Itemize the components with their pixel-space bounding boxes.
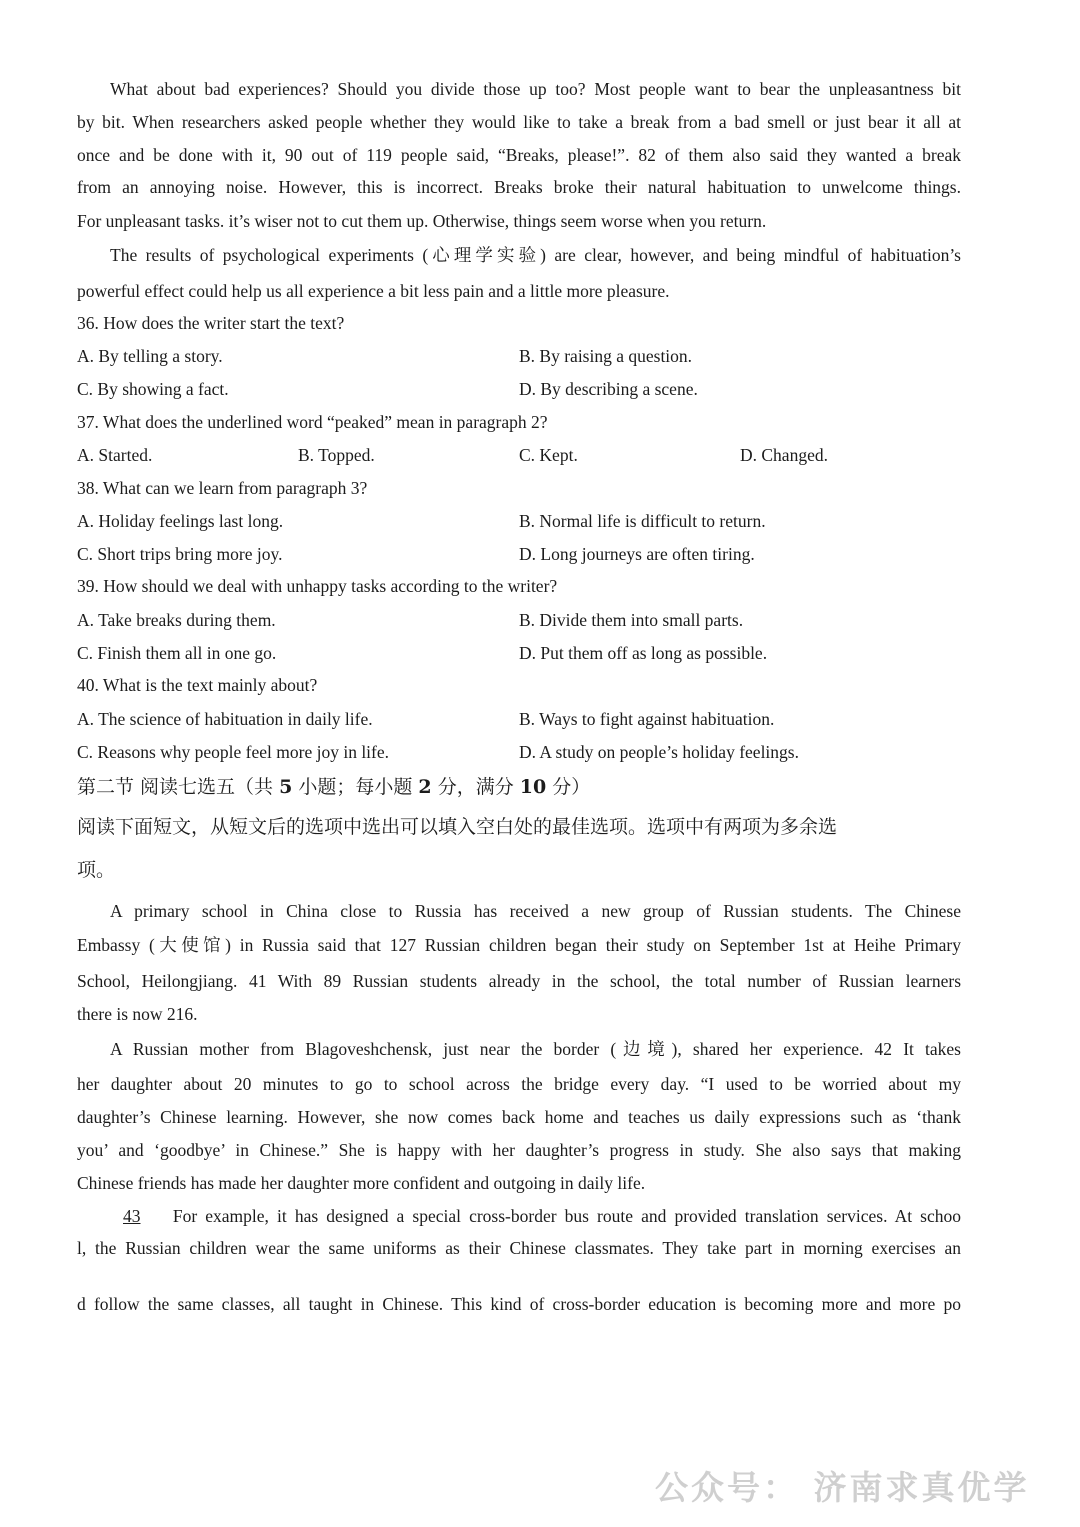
section2-heading-text: 第二节 阅读七选五（共 xyxy=(77,776,280,798)
passage2-line: A Russian mother from Blagoveshchensk, just near the border (边境), shared her experience. 42 It takes xyxy=(110,1039,961,1059)
section2-points-each: 2 xyxy=(418,776,432,798)
passage2-line: l, the Russian children wear the same uniforms as their Chinese classmates. They take part in morning exercises an xyxy=(77,1238,961,1258)
section2-question-count: 5 xyxy=(279,776,293,798)
passage1-line: For unpleasant tasks. it’s wiser not to cut them up. Otherwise, things seem worse when you return. xyxy=(77,211,767,231)
question-stem-38: 38. What can we learn from paragraph 3? xyxy=(77,478,368,498)
option-36-d: D. By describing a scene. xyxy=(519,379,698,399)
passage2-text: For example, it has designed a special cross-border bus route and provided translation services. At schoo xyxy=(172,1206,961,1226)
option-36-a: A. By telling a story. xyxy=(77,346,223,366)
passage2-line: d follow the same classes, all taught in Chinese. This kind of cross-border education is becoming more and more po xyxy=(77,1294,961,1314)
option-38-c: C. Short trips bring more joy. xyxy=(77,544,283,564)
option-37-a: A. Started. xyxy=(77,445,153,465)
passage2-line: Embassy (大使馆) in Russia said that 127 Russian children began their study on September 1st at Heihe Primary xyxy=(77,935,961,955)
option-38-b: B. Normal life is difficult to return. xyxy=(519,511,766,531)
section2-instruction: 项。 xyxy=(77,859,116,881)
blank-43: 43 xyxy=(123,1206,141,1226)
question-stem-37: 37. What does the underlined word “peaked” mean in paragraph 2? xyxy=(77,412,548,432)
question-stem-39: 39. How should we deal with unhappy tasks according to the writer? xyxy=(77,576,558,596)
passage2-line: Chinese friends has made her daughter more confident and outgoing in daily life. xyxy=(77,1173,646,1193)
section2-instruction: 阅读下面短文，从短文后的选项中选出可以填入空白处的最佳选项。选项中有两项为多余选 xyxy=(77,816,838,838)
passage2-line: you’ and ‘goodbye’ in Chinese.” She is happy with her daughter’s progress in study. She also says that making xyxy=(77,1140,961,1160)
option-40-b: B. Ways to fight against habituation. xyxy=(519,709,775,729)
option-36-c: C. By showing a fact. xyxy=(77,379,229,399)
section2-heading xyxy=(77,774,590,800)
section2-heading-text: 分） xyxy=(546,776,591,798)
option-36-b: B. By raising a question. xyxy=(519,346,693,366)
section2-heading-text: 小题；每小题 xyxy=(292,776,419,798)
section2-heading-text: 分，满分 xyxy=(431,776,520,798)
passage1-line: powerful effect could help us all experience a bit less pain and a little more pleasure. xyxy=(77,281,670,301)
passage2-line xyxy=(123,1205,961,1227)
option-40-d: D. A study on people’s holiday feelings. xyxy=(519,742,799,762)
option-40-a: A. The science of habituation in daily life. xyxy=(77,709,373,729)
option-37-d: D. Changed. xyxy=(740,445,828,465)
passage2-line: School, Heilongjiang. 41 With 89 Russian students already in the school, the total number of Russian learners xyxy=(77,971,961,991)
option-39-b: B. Divide them into small parts. xyxy=(519,610,744,630)
passage2-line: daughter’s Chinese learning. However, she now comes back home and teaches us daily expressions such as ‘thank xyxy=(77,1107,961,1127)
passage2-line: there is now 216. xyxy=(77,1004,198,1024)
option-40-c: C. Reasons why people feel more joy in life. xyxy=(77,742,390,762)
wechat-account-watermark: 公众号： 济南求真优学 xyxy=(655,1468,1030,1507)
option-39-a: A. Take breaks during them. xyxy=(77,610,276,630)
passage1-line: What about bad experiences? Should you divide those up too? Most people want to bear the unpleasantness bit xyxy=(110,79,961,99)
option-37-c: C. Kept. xyxy=(519,445,578,465)
section2-points-total: 10 xyxy=(519,776,547,798)
passage1-line: The results of psychological experiments (心理学实验) are clear, however, and being mindful of habituation’s xyxy=(110,245,961,265)
passage1-line: from an annoying noise. However, this is incorrect. Breaks broke their natural habituation to unwelcome things. xyxy=(77,177,961,197)
passage2-line: her daughter about 20 minutes to go to school across the bridge every day. “I used to be worried about my xyxy=(77,1074,961,1094)
passage2-line: A primary school in China close to Russia has received a new group of Russian students. The Chinese xyxy=(110,901,961,921)
option-37-b: B. Topped. xyxy=(298,445,375,465)
option-38-d: D. Long journeys are often tiring. xyxy=(519,544,755,564)
option-38-a: A. Holiday feelings last long. xyxy=(77,511,284,531)
question-stem-40: 40. What is the text mainly about? xyxy=(77,675,318,695)
question-stem-36: 36. How does the writer start the text? xyxy=(77,313,345,333)
passage1-line: by bit. When researchers asked people whether they would like to take a break from a bad smell or just bear it all at xyxy=(77,112,961,132)
passage1-line: once and be done with it, 90 out of 119 people said, “Breaks, please!”. 82 of them also said they wanted a break xyxy=(77,145,961,165)
option-39-d: D. Put them off as long as possible. xyxy=(519,643,768,663)
option-39-c: C. Finish them all in one go. xyxy=(77,643,277,663)
